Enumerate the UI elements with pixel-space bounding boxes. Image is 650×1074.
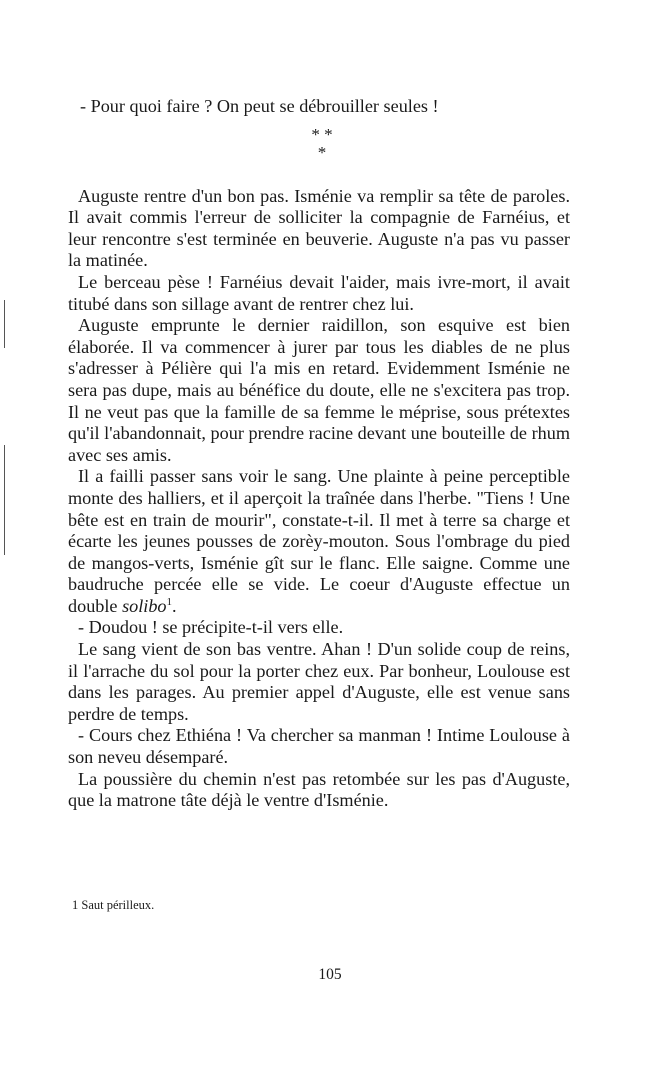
paragraph-end: . [172, 595, 177, 616]
paragraph: Auguste rentre d'un bon pas. Isménie va remplir sa tête de paroles. Il avait commis l'erreur de solliciter la compagnie de Farnéius, et leur rencontre s'est terminée en beuverie. Auguste n'a pas vu passer la matinée. [68, 185, 570, 271]
dialogue-line: - Pour quoi faire ? On peut se débrouiller seules ! [80, 96, 439, 116]
italic-term: solibo [122, 595, 167, 616]
paragraph: Le sang vient de son bas ventre. Ahan ! D'un solide coup de reins, il l'arrache du sol pour la porter chez eux. Par bonheur, Loulouse est dans les parages. Au premier appel d'Auguste, elle est venue sans perdre de temps. [68, 639, 570, 724]
dialogue-line: - Doudou ! se précipite-t-il vers elle. [78, 617, 344, 638]
separator-stars-bottom: * [317, 142, 327, 162]
paragraph: La poussière du chemin n'est pas retombée sur les pas d'Auguste, que la matrone tâte déjà le ventre d'Isménie. [68, 768, 570, 811]
spacer [68, 162, 570, 186]
dialogue-line: - Cours chez Ethiéna ! Va chercher sa manman ! Intime Loulouse à son neveu désemparé. [68, 725, 570, 768]
paragraph-with-footnote [68, 466, 570, 617]
margin-mark [4, 445, 5, 555]
paragraph: Le berceau pèse ! Farnéius devait l'aider, mais ivre-mort, il avait titubé dans son sillage avant de rentrer chez lui. [68, 271, 570, 314]
page-number: 105 [318, 966, 342, 983]
separator-stars-top: * * [311, 124, 333, 144]
paragraph-text: Il a failli passer sans voir le sang. Une plainte à peine perceptible monte des halliers, et il aperçoit la traînée dans l'herbe. "Tiens ! Une bête est en train de mourir", constate-t-il. Il met à terre sa charge et écarte les jeunes pousses de zorèy-mouton. Sous l'ombrage du pied de mangos-verts, Isménie gît sur le flanc. Elle saigne. Comme une baudruche percée elle se vide. Le coeur d'Auguste effectue un double [68, 466, 570, 616]
footnote-marker: 1 [166, 595, 173, 608]
body-text [68, 96, 570, 812]
section-separator [68, 126, 570, 162]
margin-mark [4, 300, 5, 348]
footnote: 1 Saut périlleux. [72, 898, 155, 912]
paragraph: Auguste emprunte le dernier raidillon, son esquive est bien élaborée. Il va commencer à jurer par tous les diables de ne plus s'adresser à Pélière qui l'a mis en retard. Evidemment Isménie ne sera pas dupe, mais au bénéfice du doute, elle ne s'excitera pas trop. Il ne veut pas que la famille de sa femme le méprise, sous prétextes qu'il l'abandonnait, pour prendre racine devant une bouteille de rhum avec ses amis. [68, 315, 570, 465]
